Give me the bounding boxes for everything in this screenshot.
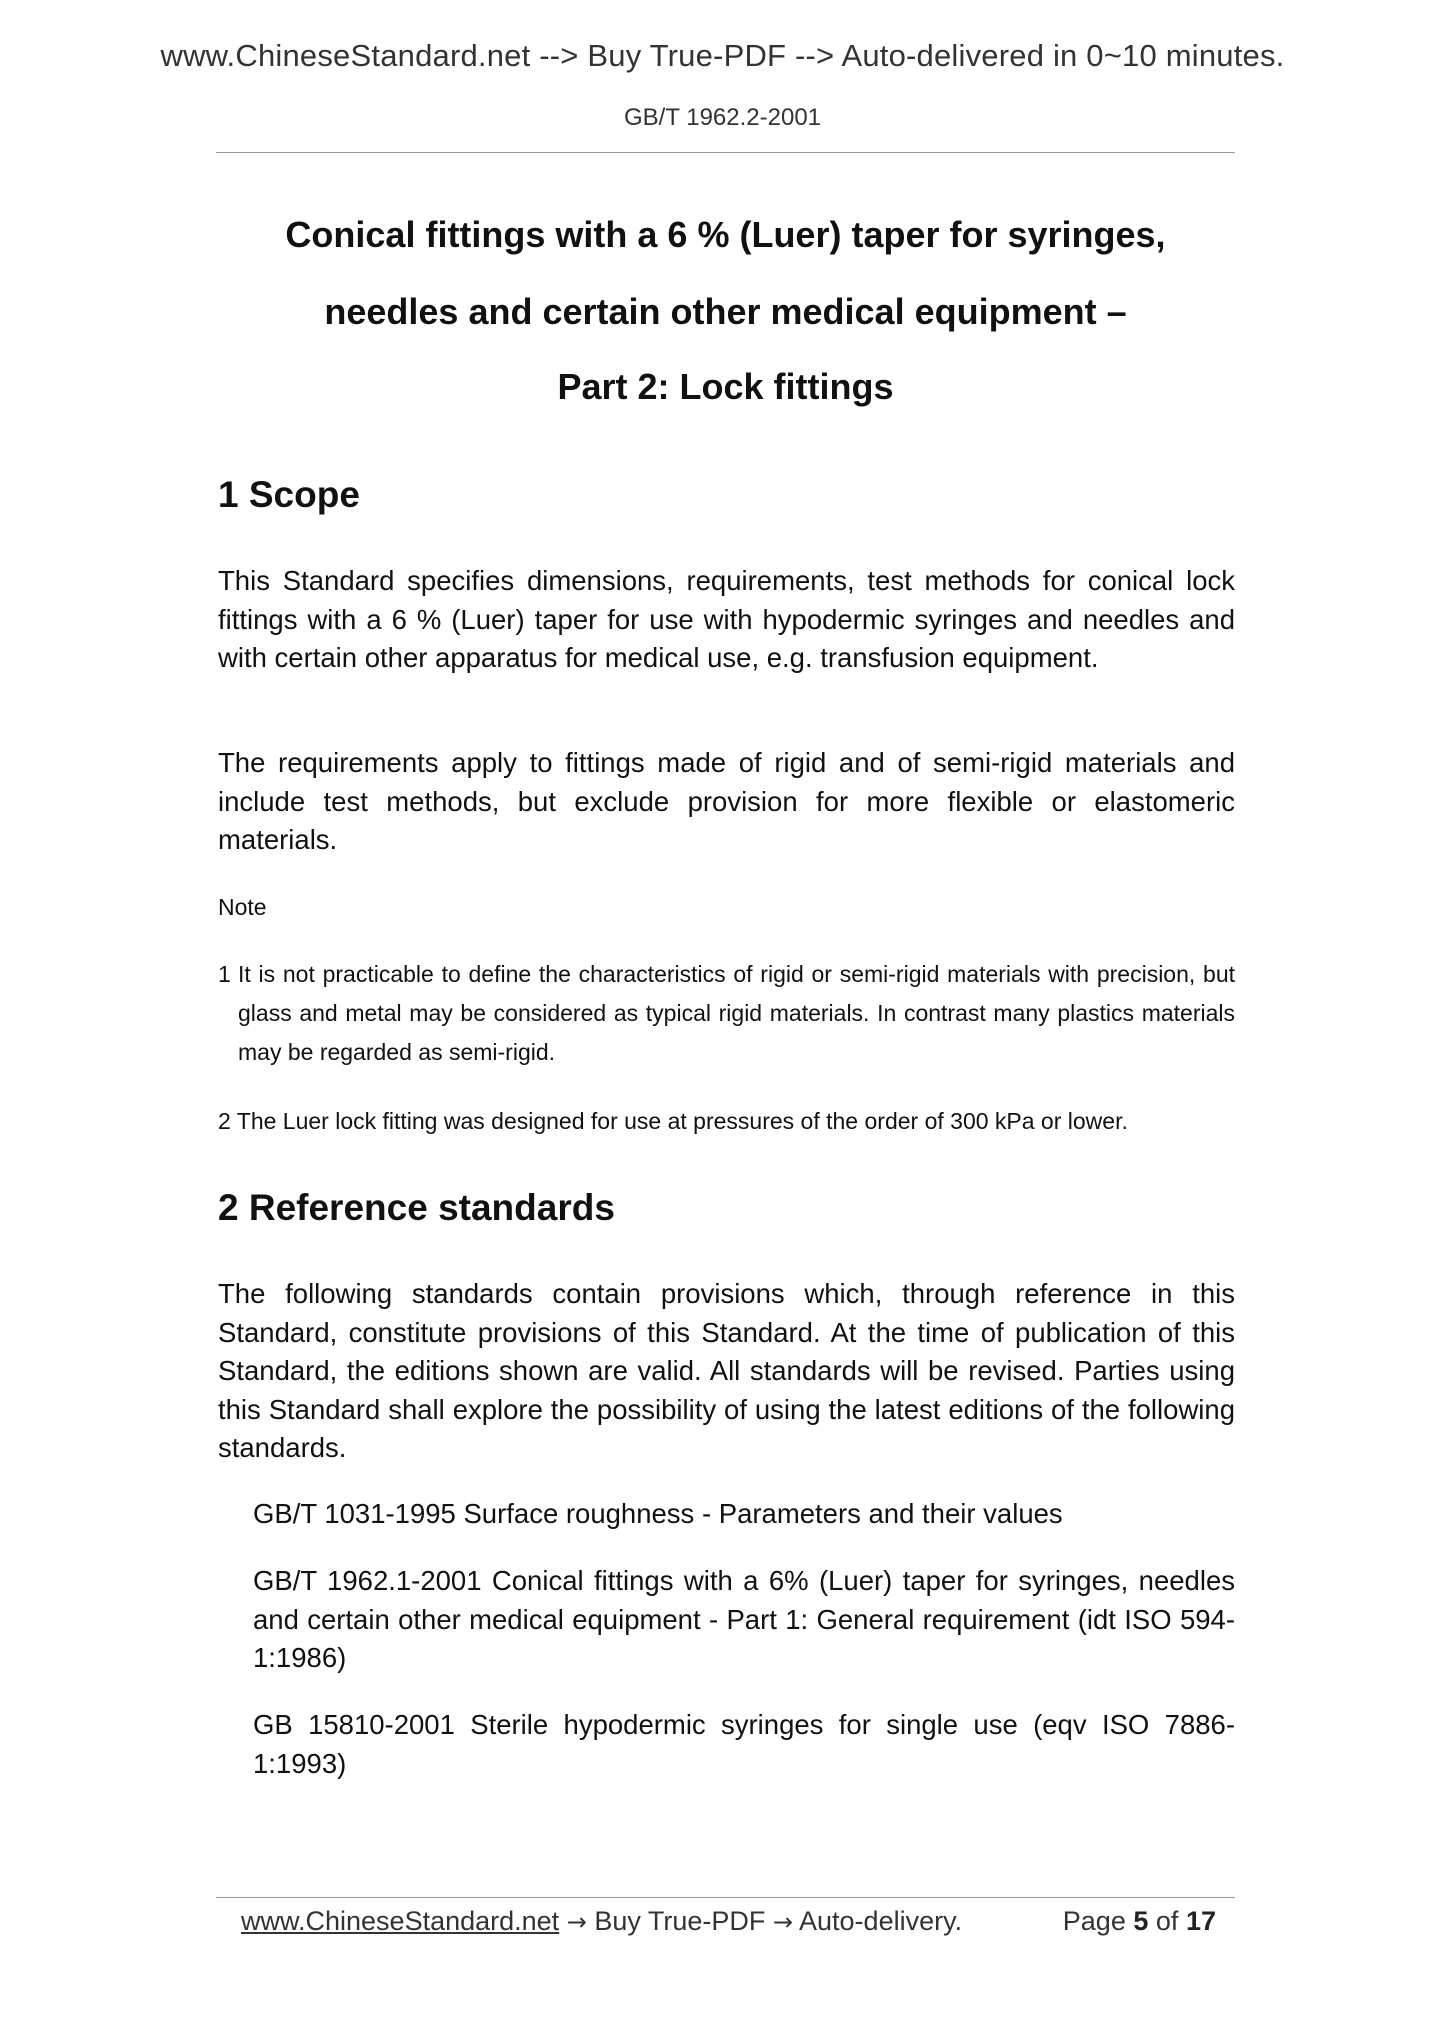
footer-buy-text: Buy True-PDF <box>594 1906 766 1936</box>
arrow-right-icon: → <box>566 1908 587 1936</box>
document-code: GB/T 1962.2-2001 <box>623 104 822 131</box>
reference-item: GB/T 1962.1-2001 Conical fittings with a 6% (Luer) taper for syringes, needles and certain other medical equipment - Part 1: General requirement (idt ISO 594-1:1986) <box>253 1565 1235 1673</box>
title-line-2: needles and certain other medical equipment – <box>324 291 1127 332</box>
arrow-right-icon: → <box>772 1908 793 1936</box>
page-number: 5 <box>1133 1906 1149 1936</box>
section-1-heading: 1 Scope <box>218 474 360 515</box>
footer-divider <box>216 1897 1235 1898</box>
page-label: Page <box>1062 1906 1126 1936</box>
page-of-label: of <box>1155 1906 1179 1936</box>
page-total: 17 <box>1185 1906 1216 1936</box>
note-1 <box>218 955 1235 1072</box>
reference-item: GB 15810-2001 Sterile hypodermic syringes for single use (eqv ISO 7886-1:1993) <box>253 1709 1235 1779</box>
note-label: Note <box>218 894 267 920</box>
header-divider <box>216 152 1235 153</box>
footer <box>241 1906 1216 1940</box>
note-1-number: 1 <box>218 961 231 987</box>
note-2: 2 The Luer lock fitting was designed for use at pressures of the order of 300 kPa or lower. <box>218 1108 1128 1134</box>
scope-paragraph-1: This Standard specifies dimensions, requirements, test methods for conical lock fittings with a 6 % (Luer) taper for use with hypodermic syringes and needles and with certain other apparatus for medical use, e.g. transfusion equipment. <box>218 565 1235 673</box>
reference-item: GB/T 1031-1995 Surface roughness - Parameters and their values <box>253 1498 1063 1529</box>
top-banner: www.ChineseStandard.net --> Buy True-PDF --> Auto-delivered in 0~10 minutes. <box>160 38 1285 73</box>
section-2-heading: 2 Reference standards <box>218 1187 615 1228</box>
footer-delivery-text: Auto-delivery. <box>799 1906 963 1936</box>
title-line-1: Conical fittings with a 6 % (Luer) taper for syringes, <box>285 214 1166 255</box>
page-indicator <box>1063 1906 1216 1937</box>
references-intro: The following standards contain provisions which, through reference in this Standard, constitute provisions of this Standard. At the time of publication of this Standard, the editions shown are valid. All standards will be revised. Parties using this Standard shall explore the possibility of using the latest editions of the following standards. <box>218 1278 1235 1463</box>
title-line-3: Part 2: Lock fittings <box>557 366 894 407</box>
note-1-text: It is not practicable to define the characteristics of rigid or semi-rigid materials with precision, but glass and metal may be considered as typical rigid materials. In contrast many plastics materials may be regarded as semi-rigid. <box>238 961 1235 1065</box>
footer-site-link[interactable]: www.ChineseStandard.net <box>241 1906 560 1936</box>
scope-paragraph-2: The requirements apply to fittings made of rigid and of semi-rigid materials and include test methods, but exclude provision for more flexible or elastomeric materials. <box>218 747 1235 855</box>
